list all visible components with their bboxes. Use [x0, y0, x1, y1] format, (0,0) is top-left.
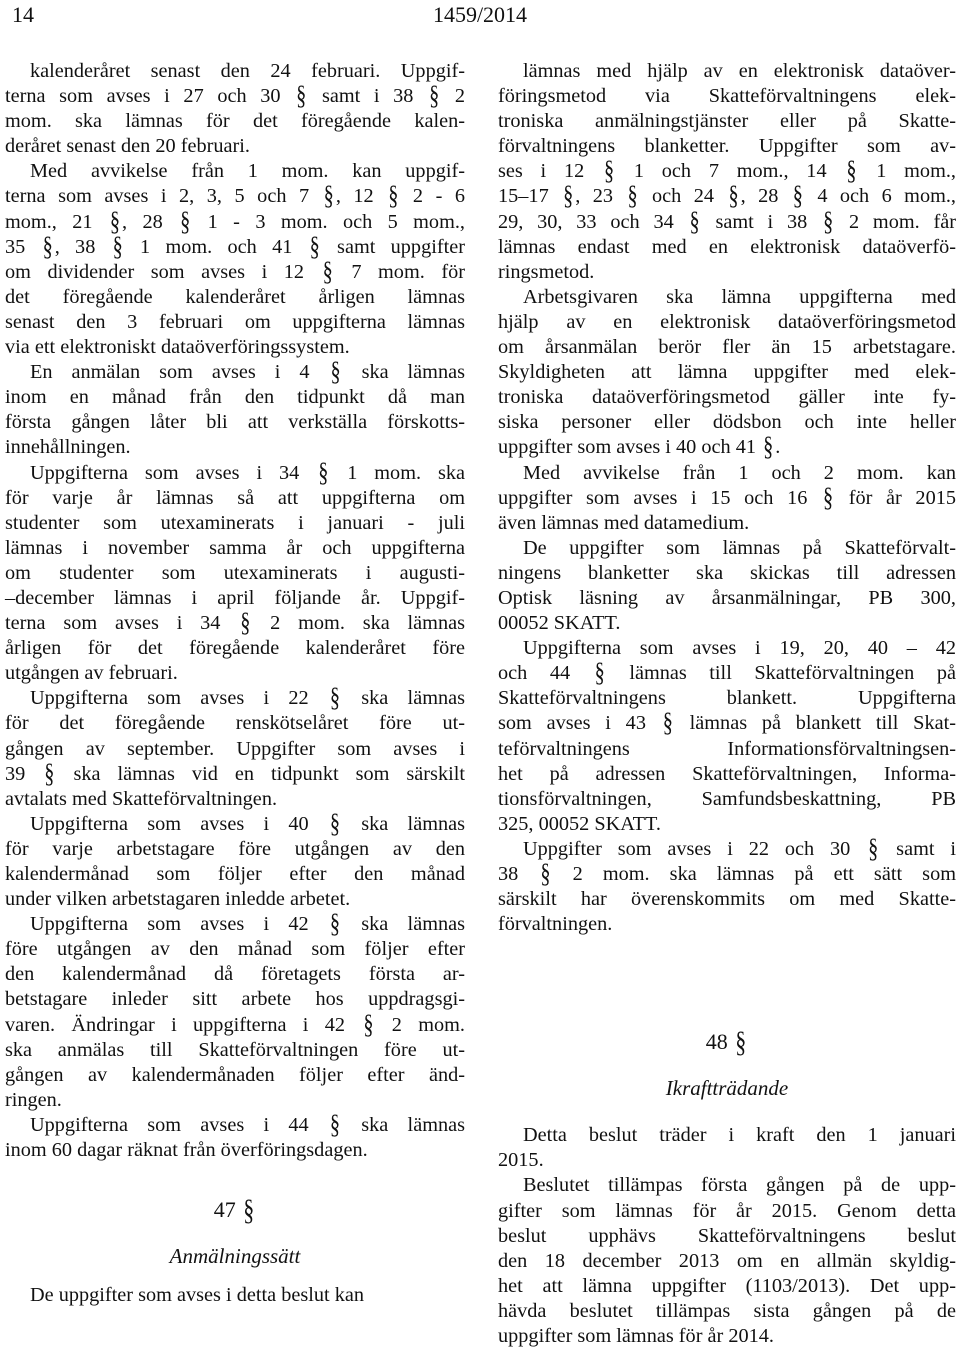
text-line: troniska dataöverföringsmetod gäller inte fy- — [498, 386, 956, 409]
text-line: även lämnas med datamedium. — [498, 511, 750, 534]
section-sign: § — [329, 909, 341, 939]
section-sign: § — [323, 181, 334, 212]
text-line: mom., 21 §, 28 § 1 - 3 mom. och 5 mom., — [5, 210, 465, 235]
section-sign: § — [868, 833, 879, 864]
text-line: mom. ska lämnas för det föregående kalen- — [5, 110, 465, 133]
text-line: gifter som lämnas för år 2015. Genom detta — [498, 1199, 956, 1222]
paragraph — [5, 457, 465, 687]
section-sign: § — [594, 658, 605, 688]
paragraph — [498, 59, 956, 285]
section-sign: § — [329, 808, 341, 839]
text-line: inom en månad från den tidpunkt då man — [5, 386, 465, 409]
section-sign: § — [689, 206, 700, 237]
text-line: Uppgifterna som avses i 40 § ska lämnas — [5, 812, 465, 837]
text-line: siska personer eller dödsbon och inte heller — [498, 411, 956, 434]
section-sign: § — [429, 81, 440, 111]
text-line: Med avvikelse från 1 och 2 mom. kan — [523, 461, 956, 484]
text-line: En anmälan som avses i 4 § ska lämnas — [5, 360, 465, 385]
paragraph — [498, 285, 956, 461]
text-line: het på adressen Skatteförvaltningen, Informa- — [498, 762, 956, 785]
text-line: Arbetsgivaren ska lämna uppgifterna med — [523, 285, 956, 308]
section-sign: § — [42, 231, 53, 262]
text-line: för varje år lämnas så att uppgifterna om — [5, 486, 465, 509]
text-line: gången av september. Uppgifter som avses i — [5, 737, 465, 760]
text-line: studenter som utexaminerats i januari - juli — [5, 511, 465, 534]
text-line: Uppgifterna som avses i 44 § ska lämnas — [5, 1113, 465, 1138]
text-line: Uppgifterna som avses i 42 § ska lämnas — [5, 912, 465, 937]
section-sign: § — [627, 181, 638, 212]
section-sign: § — [112, 231, 123, 262]
text-line: ska anmälas till Skatteförvaltningen före ut- — [5, 1038, 465, 1061]
spacer — [498, 937, 956, 1029]
text-line: kalenderåret senast den 24 februari. Uppgif- — [30, 60, 465, 82]
text-line: om studenter som utexaminerats i augusti- — [5, 561, 465, 584]
text-line: som avses i 43 § lämnas på blankett till Skat- — [498, 711, 956, 736]
text-line: utgången av februari. — [5, 662, 178, 685]
paragraph — [498, 1173, 956, 1349]
text-line: 38 § 2 mom. ska lämnas på ett sätt som — [498, 862, 956, 887]
paragraph — [5, 59, 465, 159]
section-sign: § — [318, 457, 329, 488]
section-sign: § — [322, 256, 333, 287]
text-line: varen. Ändringar i uppgifterna i 42 § 2 mom. — [5, 1013, 465, 1038]
text-line: De uppgifter som lämnas på Skatteförvalt- — [523, 536, 956, 559]
paragraph — [498, 461, 956, 536]
paragraph — [5, 909, 466, 1113]
text-line: De uppgifter som avses i detta beslut kan — [30, 1284, 364, 1307]
section-sign: § — [329, 1109, 341, 1140]
section-sign: § — [728, 181, 739, 212]
document-number: 1459/2014 — [432, 2, 528, 27]
section-title: Anmälningssätt — [169, 1244, 301, 1269]
text-line: lämnas endast med en elektronisk dataöverfö- — [498, 235, 956, 258]
paragraph — [5, 357, 465, 460]
section-sign: § — [735, 1024, 747, 1059]
text-line: ringsmetod. — [498, 260, 595, 283]
text-line: årligen för det föregående kalenderåret före — [5, 637, 465, 660]
section-sign: § — [662, 708, 673, 739]
paragraph — [498, 1123, 956, 1173]
text-line: lämnas i november samma år och uppgifterna — [5, 536, 465, 559]
text-line: terna som avses i 34 § 2 mom. ska lämnas — [5, 611, 465, 636]
text-line: betstagare inleder sitt arbete hos uppdragsgi- — [5, 988, 465, 1011]
section-number: 48 § — [705, 1024, 747, 1059]
section-number: 47 § — [213, 1192, 255, 1227]
text-line: om dividender som avses i 12 § 7 mom. för — [5, 260, 465, 285]
text-line: innehållningen. — [5, 436, 131, 459]
right-paragraphs-top — [498, 59, 956, 937]
section-sign: § — [822, 482, 834, 513]
text-line: deråret senast den 20 februari. — [5, 135, 250, 158]
left-paragraphs-top — [5, 59, 465, 1163]
text-line: Uppgifterna som avses i 22 § ska lämnas — [5, 686, 465, 711]
text-line: via ett elektroniskt dataöverföringssystem. — [5, 336, 350, 359]
text-line: föringsmetod via Skatteförvaltningens elek- — [498, 85, 956, 108]
spacer — [5, 1269, 465, 1283]
right-paragraphs-bottom — [498, 1123, 956, 1349]
text-line: förvaltningen. — [498, 913, 613, 936]
text-line: före utgången av den månad som följer efter — [5, 938, 465, 961]
paragraph — [5, 808, 466, 912]
spacer — [5, 1223, 465, 1243]
text-line: den kalendermånad då företagets första ar- — [5, 963, 465, 986]
section-sign: § — [309, 231, 320, 262]
spacer — [5, 1163, 465, 1197]
section-sign: § — [240, 608, 251, 638]
text-line: het att lämna uppgifter (1103/2013). Det upp- — [498, 1274, 956, 1297]
text-line: förvaltningens blanketter. Uppgifter som av- — [498, 135, 956, 158]
text-line: 35 §, 38 § 1 mom. och 41 § samt uppgifter — [5, 235, 465, 260]
text-line: 325, 00052 SKATT. — [498, 812, 662, 835]
text-line: lämnas med hjälp av en elektronisk dataöver- — [523, 60, 956, 82]
text-line: gången av kalendermånaden följer efter änd- — [5, 1063, 465, 1086]
paragraph — [498, 833, 956, 937]
text-line: och 44 § lämnas till Skatteförvaltningen på — [498, 661, 956, 686]
section-sign: § — [296, 81, 307, 111]
text-line: ringen. — [5, 1088, 62, 1111]
section-sign: § — [388, 181, 399, 212]
section-sign: § — [603, 156, 615, 187]
paragraph — [5, 159, 465, 360]
section-sign: § — [763, 432, 774, 463]
paragraph — [498, 636, 956, 837]
paragraph — [5, 683, 466, 811]
page-number: 14 — [12, 2, 34, 27]
text-line: teförvaltningens Informationsförvaltningsen- — [498, 737, 956, 760]
text-line: uppgifter som avses i 15 och 16 § för år 2015 — [498, 486, 956, 511]
text-line: särskilt har överenskommits om med Skatte- — [498, 888, 956, 911]
section-sign: § — [180, 206, 191, 237]
text-line: uppgifter som lämnas för år 2014. — [498, 1325, 774, 1348]
text-line: terna som avses i 2, 3, 5 och 7 §, 12 § 2 - 6 — [5, 184, 465, 209]
section-sign: § — [330, 357, 341, 387]
text-line: inom 60 dagar räknat från överföringsdagen. — [5, 1139, 368, 1162]
text-line: avtalats med Skatteförvaltningen. — [5, 787, 278, 810]
text-line: Skyldigheten att lämna uppgifter med elek- — [498, 361, 956, 384]
text-line: tionsförvaltningen, Samfundsbeskattning, PB — [498, 787, 956, 810]
text-line: hjälp av en elektronisk dataöverföringsmetod — [498, 310, 956, 333]
text-line: Med avvikelse från 1 mom. kan uppgif- — [30, 160, 465, 183]
text-line: hävda beslutet tillämpas sista gången på de — [498, 1299, 956, 1322]
text-line: ses i 12 § 1 och 7 mom., 14 § 1 mom., — [498, 159, 956, 184]
text-line: 00052 SKATT. — [498, 612, 621, 635]
text-line: Uppgifterna som avses i 34 § 1 mom. ska — [5, 461, 465, 486]
text-line: Beslutet tillämpas första gången på de upp- — [523, 1174, 956, 1197]
paragraph — [498, 536, 956, 636]
paragraph — [5, 1109, 466, 1163]
paragraph — [5, 1283, 465, 1308]
left-paragraphs-bottom — [5, 1283, 465, 1308]
section-title: Ikraftträdande — [665, 1076, 789, 1101]
text-line: om årsanmälan berör fler än 15 arbetstagare. — [498, 336, 956, 359]
section-sign: § — [363, 1009, 374, 1040]
text-line: terna som avses i 27 och 30 § samt i 38 § 2 — [5, 84, 465, 109]
text-line: Skatteförvaltningens blankett. Uppgifterna — [498, 687, 956, 710]
spacer — [498, 1055, 956, 1075]
text-line: senast den 3 februari om uppgifterna lämnas — [5, 310, 465, 333]
section-sign: § — [329, 683, 341, 714]
text-line: för varje arbetstagare före utgången av den — [5, 837, 465, 860]
section-sign: § — [540, 858, 551, 889]
text-line: under vilken arbetstagaren inledde arbetet. — [5, 888, 351, 911]
text-line: beslut upphävs Skatteförvaltningens beslut — [498, 1224, 956, 1247]
page-header — [0, 0, 960, 30]
section-sign: § — [792, 181, 803, 212]
text-line: 39 § ska lämnas vid en tidpunkt som särskilt — [5, 762, 465, 787]
text-line: 29, 30, 33 och 34 § samt i 38 § 2 mom. får — [498, 210, 956, 235]
text-line: Uppgifter som avses i 22 och 30 § samt i — [498, 837, 956, 862]
text-line: första gången låter bli att verkställa förskotts- — [5, 411, 465, 434]
text-line: för det föregående renskötselåret före ut- — [5, 712, 465, 735]
section-sign: § — [846, 156, 857, 187]
spacer — [498, 1101, 956, 1123]
right-column — [498, 59, 956, 1349]
section-sign: § — [44, 758, 55, 789]
text-line: Detta beslut träder i kraft den 1 januari — [523, 1124, 956, 1147]
text-line: Uppgifterna som avses i 19, 20, 40 – 42 — [523, 637, 956, 660]
section-sign: § — [243, 1192, 255, 1227]
text-line: uppgifter som avses i 40 och 41 §. — [498, 435, 956, 460]
text-line: Optisk läsning av årsanmälningar, PB 300, — [498, 586, 956, 609]
text-line: 15–17 §, 23 § och 24 §, 28 § 4 och 6 mom., — [498, 184, 956, 209]
section-sign: § — [823, 206, 834, 237]
text-line: kalendermånad som följer efter den månad — [5, 863, 465, 885]
text-line: det föregående kalenderåret årligen lämnas — [5, 285, 465, 308]
section-sign: § — [563, 181, 574, 212]
text-line: den 18 december 2013 om en allmän skyldig- — [498, 1249, 956, 1272]
text-line: troniska anmälningstjänster eller på Skatte- — [498, 110, 956, 133]
text-line: ningens blanketter ska skickas till adressen — [498, 561, 956, 584]
text-line: –december lämnas i april följande år. Uppgif- — [5, 586, 465, 609]
section-sign: § — [109, 206, 121, 237]
left-column — [5, 59, 465, 1308]
text-line: 2015. — [498, 1149, 544, 1172]
